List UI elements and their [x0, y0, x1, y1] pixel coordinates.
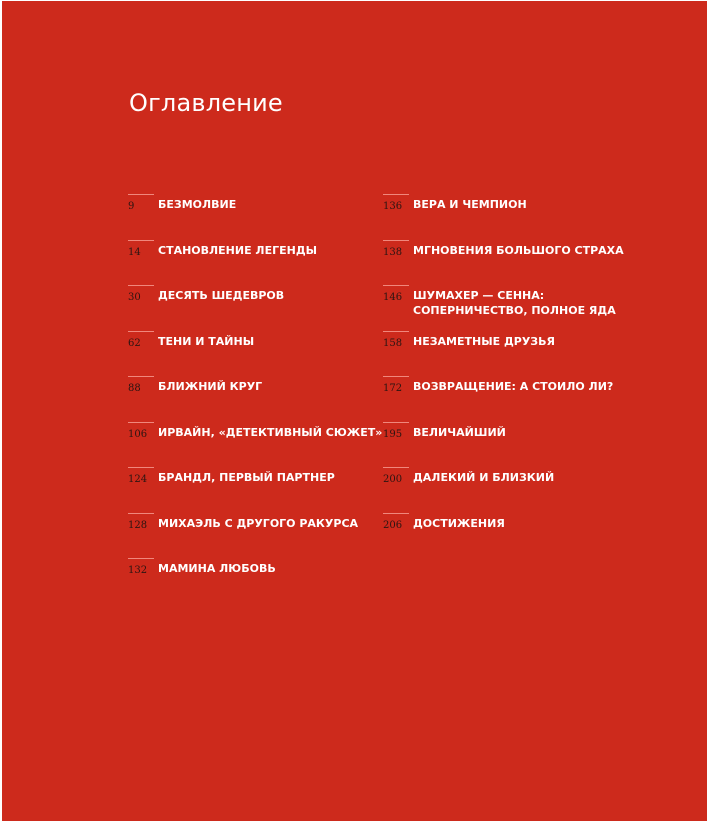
chapter-title: ВЕЛИЧАЙШИЙ: [413, 425, 506, 439]
chapter-title: ДОСТИЖЕНИЯ: [413, 516, 505, 530]
page-number: 14: [128, 246, 141, 258]
toc-entry: [128, 467, 373, 513]
page-title: Оглавление: [129, 89, 283, 117]
toc-entry: [128, 558, 373, 604]
entry-rule: [128, 240, 154, 241]
toc-entry: [383, 194, 643, 240]
chapter-title: БЛИЖНИЙ КРУГ: [158, 380, 263, 393]
entry-rule: [128, 558, 154, 559]
chapter-title: ИРВАЙН, «ДЕТЕКТИВНЫЙ СЮЖЕТ»: [158, 425, 383, 439]
toc-entry: [128, 240, 373, 286]
chapter-title: ДАЛЕКИЙ И БЛИЗКИЙ: [413, 471, 555, 484]
toc-entry: [128, 194, 373, 240]
page-number: 138: [383, 246, 403, 258]
toc-entry: [383, 331, 643, 377]
page-number: 172: [383, 383, 403, 394]
page-number: 30: [128, 292, 141, 303]
toc-entry: [128, 376, 373, 422]
entry-rule: [383, 422, 409, 423]
toc-entry: [128, 285, 373, 331]
toc-entry: [383, 422, 643, 468]
page-number: 9: [128, 201, 135, 212]
page-number: 88: [128, 383, 141, 394]
entry-rule: [383, 240, 409, 241]
chapter-title: МГНОВЕНИЯ БОЛЬШОГО СТРАХА: [413, 243, 624, 257]
toc-column-right: [383, 194, 643, 558]
chapter-title: ШУМАХЕР — СЕННА: СОПЕРНИЧЕСТВО, ПОЛНОЕ ЯДА: [413, 289, 616, 317]
entry-rule: [383, 331, 409, 332]
entry-rule: [128, 376, 154, 377]
entry-rule: [383, 513, 409, 514]
entry-rule: [128, 422, 154, 423]
chapter-title: ТЕНИ И ТАЙНЫ: [158, 334, 255, 348]
page-number: 158: [383, 337, 403, 349]
entry-rule: [128, 331, 154, 332]
page-number: 206: [383, 519, 403, 531]
page-number: 132: [128, 565, 148, 576]
toc-entry: [383, 285, 643, 331]
toc-entry: [128, 422, 383, 468]
chapter-title: СТАНОВЛЕНИЕ ЛЕГЕНДЫ: [158, 243, 318, 257]
entry-rule: [383, 376, 409, 377]
entry-rule: [383, 285, 409, 286]
toc-entry: [128, 513, 373, 559]
chapter-title: БЕЗМОЛВИЕ: [158, 198, 237, 211]
chapter-title: МАМИНА ЛЮБОВЬ: [158, 562, 276, 575]
chapter-title: МИХАЭЛЬ С ДРУГОГО РАКУРСА: [158, 516, 359, 530]
chapter-title: ВОЗВРАЩЕНИЕ: А СТОИЛО ЛИ?: [413, 380, 614, 393]
chapter-title: БРАНДЛ, ПЕРВЫЙ ПАРТНЕР: [158, 471, 335, 484]
chapter-title: НЕЗАМЕТНЫЕ ДРУЗЬЯ: [413, 334, 555, 348]
chapter-title: ДЕСЯТЬ ШЕДЕВРОВ: [158, 289, 285, 302]
page-number: 128: [128, 519, 148, 531]
page-number: 136: [383, 201, 403, 212]
toc-entry: [383, 467, 643, 513]
chapter-title: ВЕРА И ЧЕМПИОН: [413, 198, 527, 211]
toc-entry: [128, 331, 373, 377]
entry-rule: [128, 194, 154, 195]
entry-rule: [128, 285, 154, 286]
page-number: 200: [383, 474, 403, 485]
entry-rule: [383, 194, 409, 195]
toc-entry: [383, 513, 643, 559]
page-number: 124: [128, 474, 148, 485]
toc-entry: [383, 240, 643, 286]
book-page: [2, 1, 707, 821]
entry-rule: [383, 467, 409, 468]
entry-rule: [128, 513, 154, 514]
page-number: 62: [128, 337, 141, 349]
entry-rule: [128, 467, 154, 468]
page-number: 106: [128, 428, 148, 440]
page-number: 195: [383, 428, 403, 440]
toc-entry: [383, 376, 643, 422]
toc-column-left: [128, 194, 383, 604]
page-number: 146: [383, 292, 403, 303]
